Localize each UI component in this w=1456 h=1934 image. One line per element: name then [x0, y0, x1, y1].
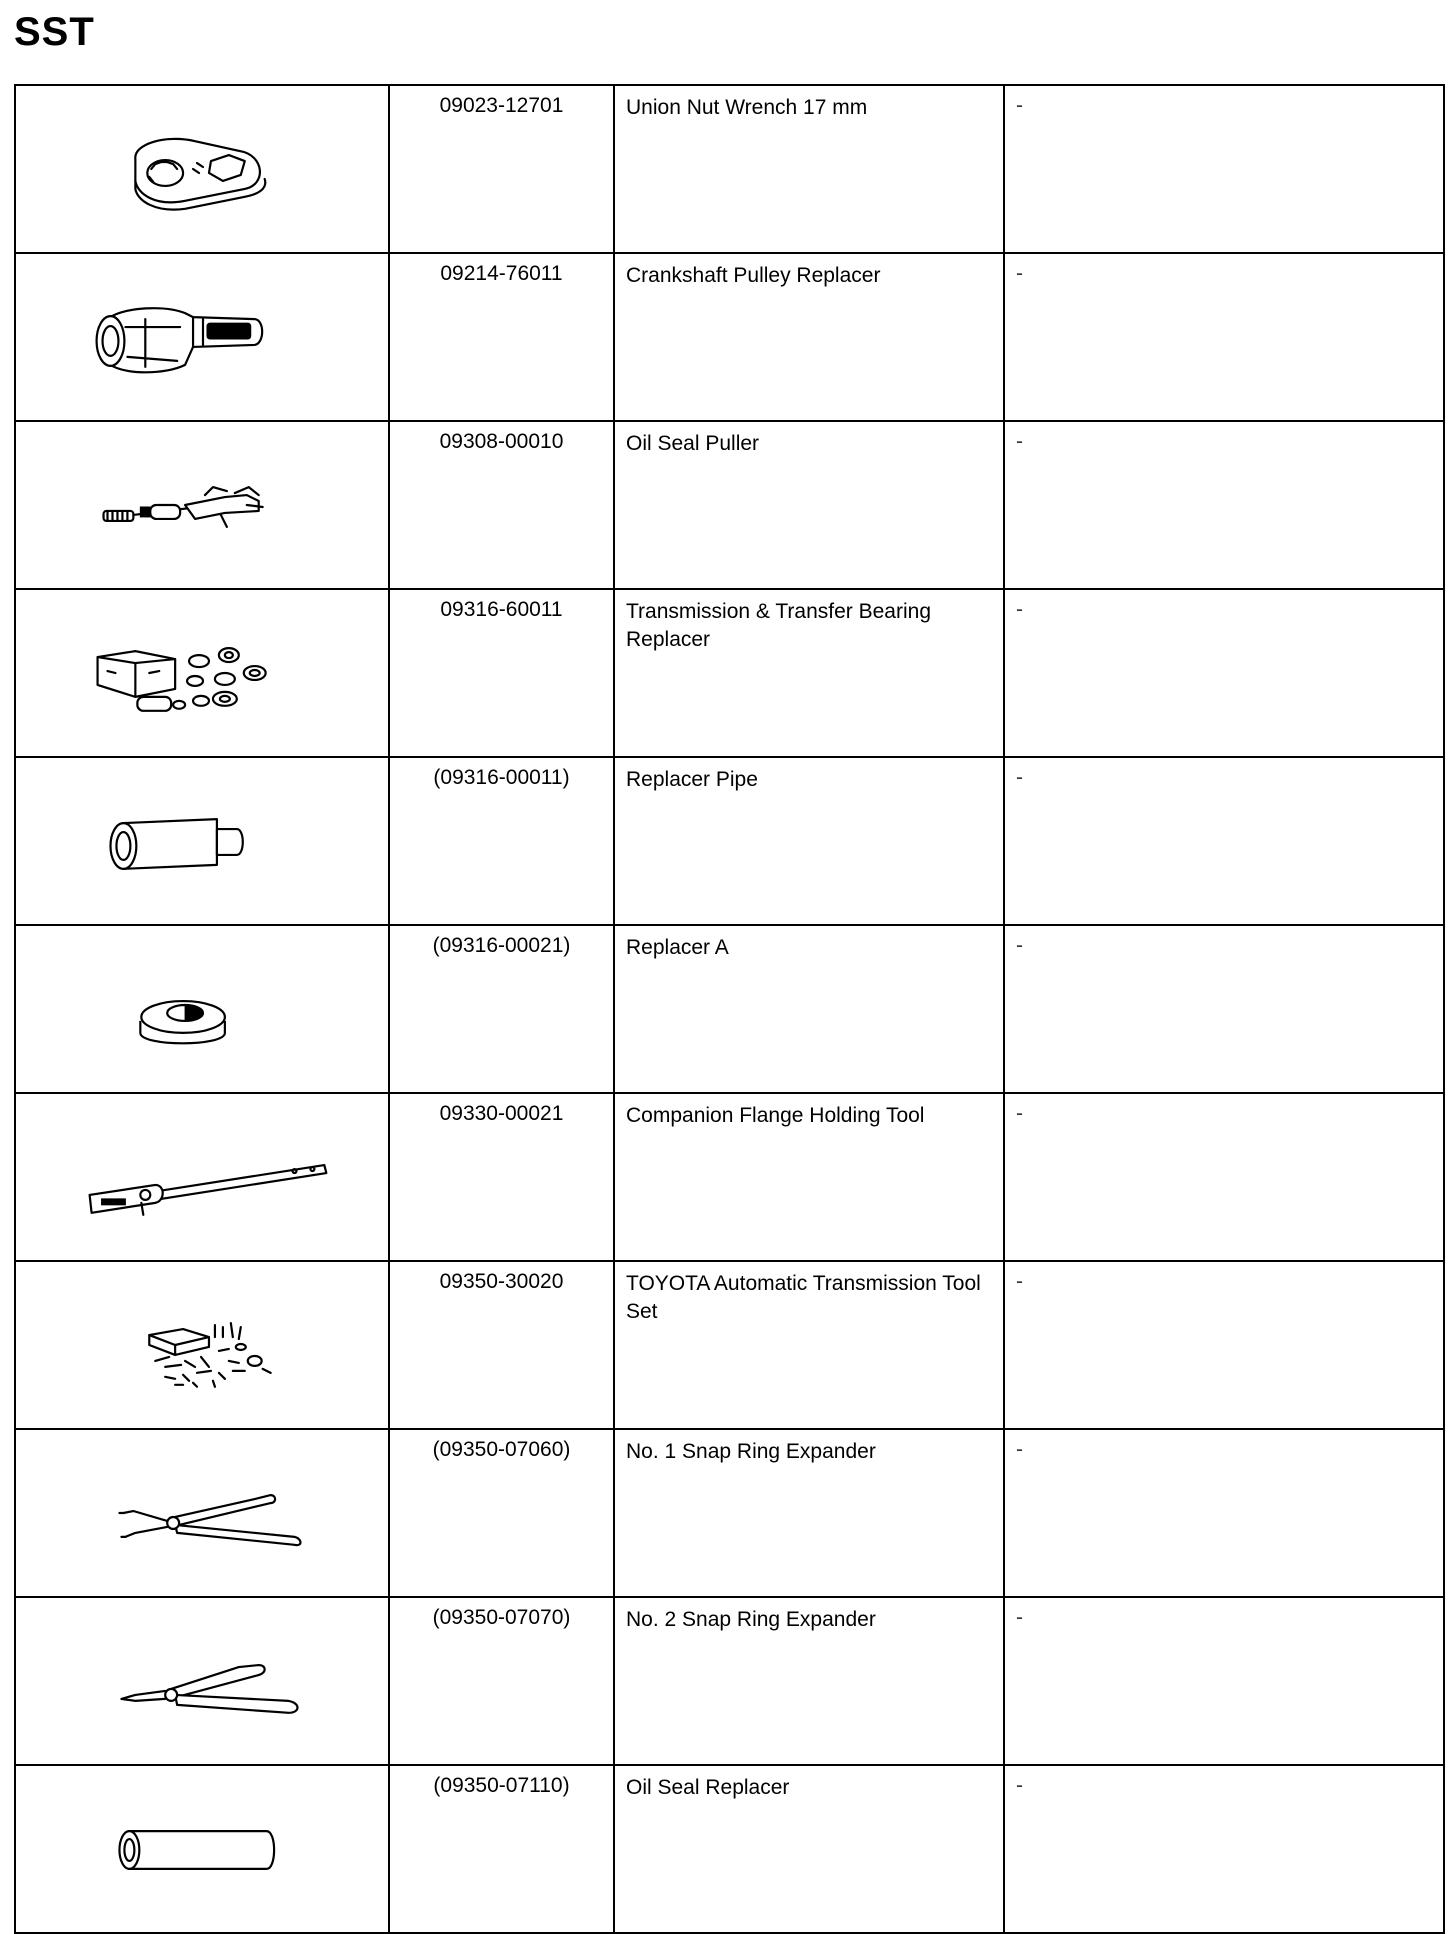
tool-image-cell [15, 1765, 389, 1933]
tool-name: No. 2 Snap Ring Expander [614, 1597, 1004, 1765]
snap-ring-expander-1-icon [16, 1430, 388, 1596]
replacer-a-icon [16, 926, 388, 1092]
table-row [15, 1261, 1444, 1429]
table-row [15, 1429, 1444, 1597]
tool-image-cell [15, 1093, 389, 1261]
bearing-replacer-set-icon [16, 590, 388, 756]
snap-ring-expander-2-icon [16, 1598, 388, 1764]
part-number: 09214-76011 [389, 253, 614, 421]
tool-image-cell [15, 253, 389, 421]
table-row [15, 757, 1444, 925]
table-row [15, 925, 1444, 1093]
table-row [15, 1597, 1444, 1765]
tool-note: - [1004, 757, 1444, 925]
tool-name: Oil Seal Replacer [614, 1765, 1004, 1933]
sst-table [14, 84, 1445, 1934]
part-number: (09350-07070) [389, 1597, 614, 1765]
tool-image-cell [15, 925, 389, 1093]
tool-name: Oil Seal Puller [614, 421, 1004, 589]
flange-holding-tool-icon [16, 1094, 388, 1260]
part-number: (09316-00021) [389, 925, 614, 1093]
table-row [15, 421, 1444, 589]
tool-image-cell [15, 1597, 389, 1765]
tool-note: - [1004, 1765, 1444, 1933]
union-nut-wrench-icon [16, 86, 388, 252]
table-row [15, 85, 1444, 253]
tool-note: - [1004, 421, 1444, 589]
part-number: 09350-30020 [389, 1261, 614, 1429]
tool-name: Crankshaft Pulley Replacer [614, 253, 1004, 421]
tool-image-cell [15, 421, 389, 589]
tool-note: - [1004, 1261, 1444, 1429]
transmission-tool-set-icon [16, 1262, 388, 1428]
part-number: 09023-12701 [389, 85, 614, 253]
part-number: 09308-00010 [389, 421, 614, 589]
tool-image-cell [15, 757, 389, 925]
tool-image-cell [15, 85, 389, 253]
tool-note: - [1004, 85, 1444, 253]
part-number: (09350-07060) [389, 1429, 614, 1597]
tool-note: - [1004, 1093, 1444, 1261]
replacer-pipe-icon [16, 758, 388, 924]
table-row [15, 1765, 1444, 1933]
oil-seal-puller-icon [16, 422, 388, 588]
oil-seal-replacer-icon [16, 1766, 388, 1932]
tool-name: No. 1 Snap Ring Expander [614, 1429, 1004, 1597]
tool-note: - [1004, 1597, 1444, 1765]
table-row [15, 589, 1444, 757]
page-title: SST [14, 10, 95, 54]
tool-name: Replacer A [614, 925, 1004, 1093]
tool-name: TOYOTA Automatic Transmission Tool Set [614, 1261, 1004, 1429]
part-number: (09316-00011) [389, 757, 614, 925]
part-number: 09330-00021 [389, 1093, 614, 1261]
part-number: 09316-60011 [389, 589, 614, 757]
tool-name: Union Nut Wrench 17 mm [614, 85, 1004, 253]
tool-note: - [1004, 589, 1444, 757]
tool-image-cell [15, 589, 389, 757]
tool-name: Companion Flange Holding Tool [614, 1093, 1004, 1261]
tool-name: Replacer Pipe [614, 757, 1004, 925]
tool-image-cell [15, 1261, 389, 1429]
part-number: (09350-07110) [389, 1765, 614, 1933]
tool-note: - [1004, 253, 1444, 421]
table-row [15, 253, 1444, 421]
table-row [15, 1093, 1444, 1261]
tool-name: Transmission & Transfer Bearing Replacer [614, 589, 1004, 757]
crankshaft-pulley-replacer-icon [16, 254, 388, 420]
tool-note: - [1004, 1429, 1444, 1597]
tool-image-cell [15, 1429, 389, 1597]
tool-note: - [1004, 925, 1444, 1093]
